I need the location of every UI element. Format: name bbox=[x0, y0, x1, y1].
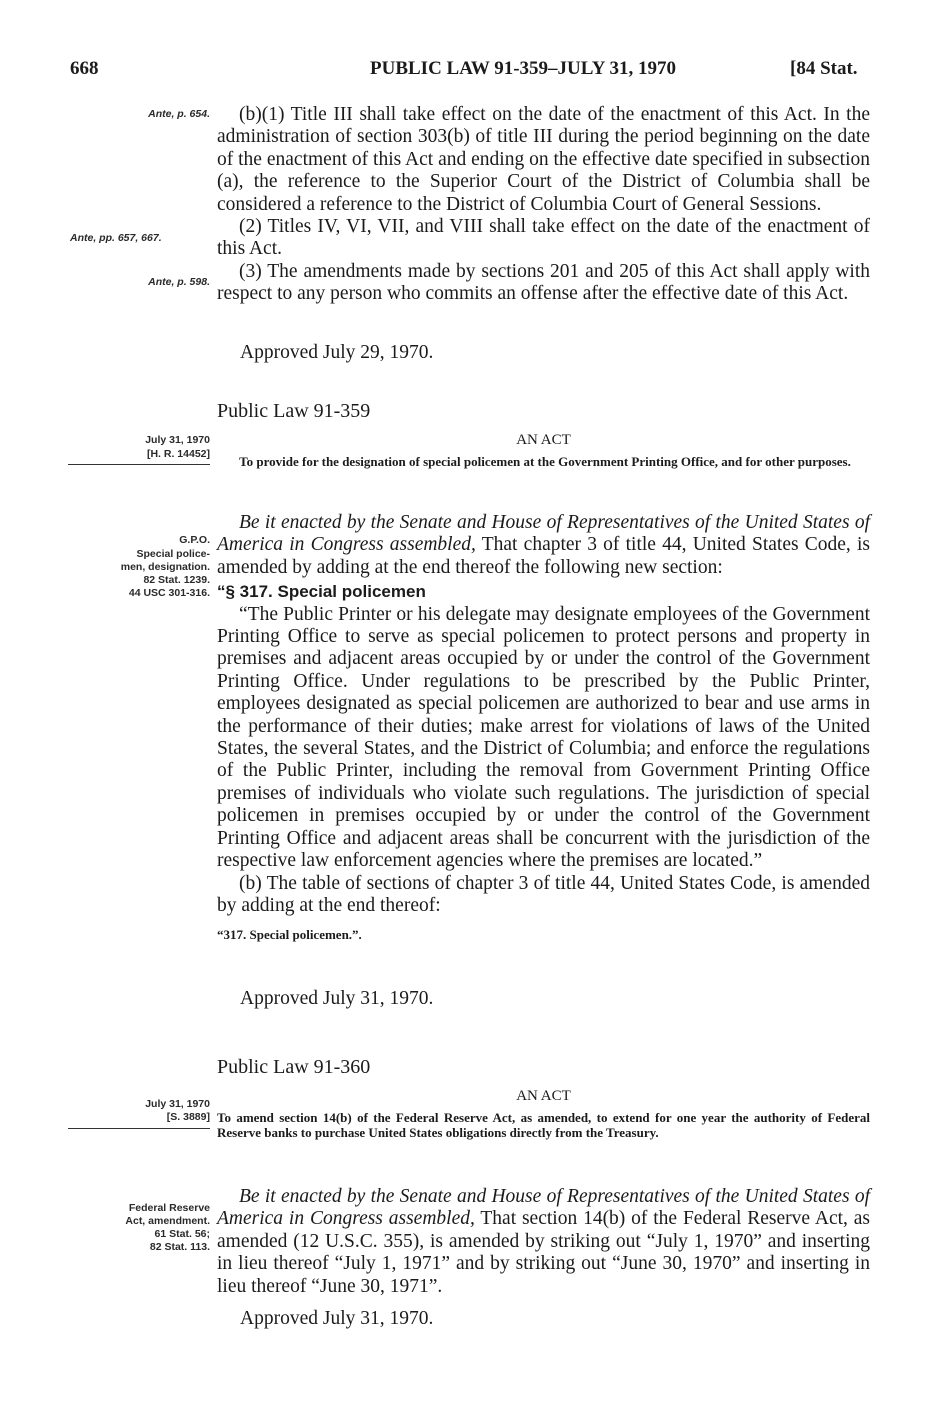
margin-rule-2 bbox=[68, 1128, 210, 1129]
law-359-enacting-italic: Be it enacted by the Senate and House of Representatives of the United States of America in Congress assembled, bbox=[217, 512, 870, 556]
page-number: 668 bbox=[70, 58, 99, 79]
law-359-act-label: AN ACT bbox=[516, 432, 571, 448]
margin-note-act-amendment: Act, amendment. bbox=[125, 1215, 210, 1227]
margin-note-61-stat: 61 Stat. 56; bbox=[154, 1228, 210, 1240]
margin-note-44-usc: 44 USC 301-316. bbox=[128, 587, 210, 599]
approved-july-31-b: Approved July 31, 1970. bbox=[240, 1308, 434, 1329]
margin-note-federal-reserve: Federal Reserve bbox=[128, 1202, 210, 1214]
law-360-bill: [S. 3889] bbox=[166, 1111, 210, 1123]
law-359-enacting-clause bbox=[217, 512, 870, 579]
law-359-body bbox=[217, 512, 870, 943]
margin-note-82-stat-1239: 82 Stat. 1239. bbox=[143, 574, 210, 586]
margin-note-gpo: G.P.O. bbox=[179, 534, 210, 546]
law-360-act-label: AN ACT bbox=[516, 1088, 571, 1104]
paragraph-2: (2) Titles IV, VI, VII, and VIII shall take effect on the date of the enactment of this Act. bbox=[217, 216, 870, 260]
law-359-purpose: To provide for the designation of special policemen at the Government Printing Office, and for other purposes. bbox=[239, 454, 851, 469]
table-entry-317: “317. Special policemen.”. bbox=[217, 927, 362, 943]
running-title: PUBLIC LAW 91-359–JULY 31, 1970 bbox=[370, 58, 676, 79]
approved-july-29: Approved July 29, 1970. bbox=[240, 342, 434, 363]
law-359-enacting-rest: That chapter 3 of title 44, United States Code, is amended by adding at the end thereof the following new section: bbox=[217, 534, 870, 578]
section-317-heading: “§ 317. Special policemen bbox=[217, 582, 426, 602]
paragraph-b1: (b)(1) Title III shall take effect on the date of the enactment of this Act. In the administration of section 303(b) of title III during the period beginning on the date of the enactment of this Act and ending on the effective date specified in subsection (a), the reference to the Superior Court of the District of Columbia shall be considered a reference to the District of Columbia Court of General Sessions. bbox=[217, 104, 870, 215]
law-359-date: July 31, 1970 bbox=[145, 434, 210, 446]
volume-ref: [84 Stat. bbox=[790, 58, 858, 79]
paragraph-3: (3) The amendments made by sections 201 and 205 of this Act shall apply with respect to any person who commits an offense after the effective date of this Act. bbox=[217, 260, 870, 305]
margin-note-men-designation: men, designation. bbox=[120, 561, 210, 573]
margin-note-82-stat-113: 82 Stat. 113. bbox=[149, 1241, 210, 1253]
margin-note-special-police: Special police- bbox=[136, 548, 210, 560]
law-360-body bbox=[217, 1186, 870, 1298]
approved-july-31-a: Approved July 31, 1970. bbox=[240, 988, 434, 1009]
margin-note-ante-654: Ante, p. 654. bbox=[148, 108, 210, 120]
top-section-body bbox=[217, 104, 870, 306]
margin-note-ante-657: Ante, pp. 657, 667. bbox=[70, 232, 162, 244]
law-91-359-title: Public Law 91-359 bbox=[217, 400, 371, 422]
law-360-date: July 31, 1970 bbox=[145, 1098, 210, 1110]
law-359-bill: [H. R. 14452] bbox=[146, 448, 210, 460]
law-359-paragraph-b: (b) The table of sections of chapter 3 of title 44, United States Code, is amended by adding at the end thereof: bbox=[217, 872, 870, 916]
section-317-text: “The Public Printer or his delegate may designate employees of the Government Printing Office to serve as special policemen to protect persons and property in premises and adjacent areas occupied by or under the control of the Government Printing Office. Under regulations to be prescribed by the Public Printer, employees designated as special policemen are authorized to bear and use arms in the performance of their duties; make arrest for violations of laws of the United States, the several States, and the District of Columbia; and enforce the regulations of the Public Printer, including the removal from Government Printing Office premises of individuals who violate such regulations. The jurisdiction of special policemen in premises occupied by or under the control of the Government Printing Office and adjacent areas shall be concurrent with the jurisdiction of the respective law enforcement agencies where the premises are located.” bbox=[217, 603, 870, 872]
law-360-enacting-clause bbox=[217, 1186, 870, 1298]
law-360-purpose: To amend section 14(b) of the Federal Reserve Act, as amended, to extend for one year the authority of Federal Reserve banks to purchase United States obligations directly from the Treasury. bbox=[217, 1110, 870, 1140]
law-91-360-title: Public Law 91-360 bbox=[217, 1056, 371, 1078]
margin-note-ante-598: Ante, p. 598. bbox=[148, 276, 210, 288]
law-360-enacting-italic: Be it enacted by the Senate and House of Representatives of the United States of America in Congress assembled, bbox=[217, 1186, 870, 1230]
margin-rule bbox=[68, 464, 210, 465]
law-360-enacting-rest: That section 14(b) of the Federal Reserve Act, as amended (12 U.S.C. 355), is amended by striking out “July 1, 1970” and inserting in lieu thereof “July 1, 1971” and by striking out “June 30, 1970” and inserting in lieu thereof “June 30, 1971”. bbox=[217, 1208, 870, 1297]
